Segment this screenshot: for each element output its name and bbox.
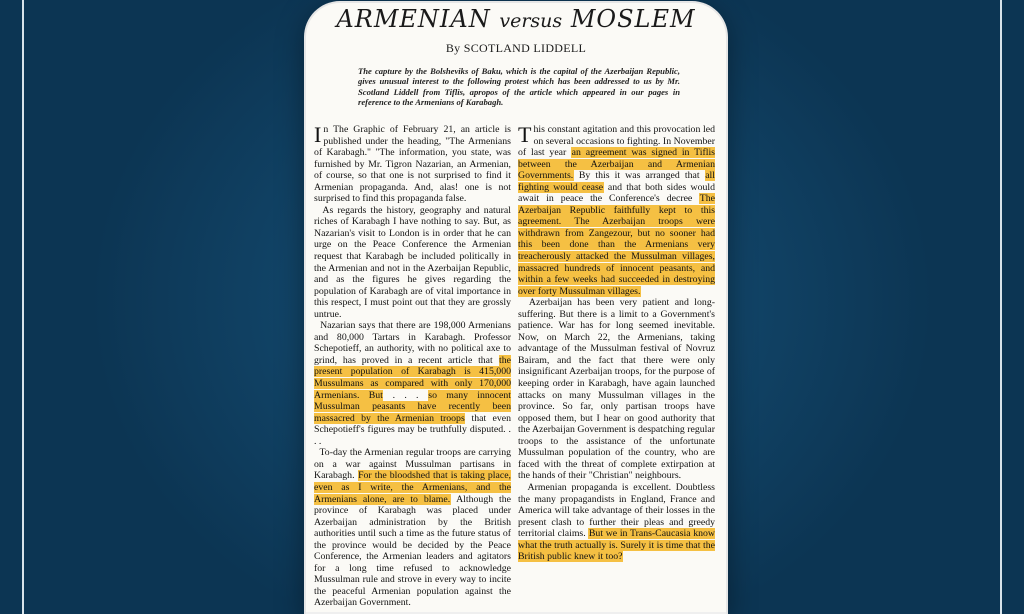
highlight-massacred: so many innocent Mussulman peasants have recently been massacred by the Armenian troops xyxy=(314,389,511,424)
right-column xyxy=(518,124,715,563)
byline: By SCOTLAND LIDDELL xyxy=(445,41,587,55)
left-paragraph-1 xyxy=(314,124,511,205)
title-part-1: ARMENIAN xyxy=(336,5,491,33)
left-p3-text-a: Nazarian says that there are 198,000 Armenians and 80,000 Tartars in Karabagh. Professor Schepotieff, an authority, with no political axe to grind, has proved in a recent article that xyxy=(314,320,511,366)
highlight-population: the present population of Karabagh is 415,000 Mussulmans as compared with only 170,000 Armenians. But xyxy=(314,354,511,401)
right-p2-text: Azerbaijan has been very patient and long-suffering. But there is a limit to a Government's patience. War has for long seemed inevitable. Now, on March 22, the Armenians, taking advantage of the Mussulman festival of Novruz Bairam, and the fact that there were only insignificant Azerbaijan troops, for the purpose of keeping order in Karabagh, have again launched attacks on many Mussulman villages in the province. So far, only partisan troops have opposed them, but I hear on good authority that the Azerbaijan Government is despatching regular troops to the assistance of the unfortunate Mussulman population of the country, who are faced with the threat of complete extirpation at the hands of their "Christian" neighbours. xyxy=(518,297,715,482)
highlight-bloodshed: For the bloodshed that is taking place, even as I write, the Armenians, and the Armenians alone, are to blame. xyxy=(314,470,512,505)
highlight-agreement: an agreement was signed in Tiflis between the Azerbaijan and Armenian Governments. xyxy=(518,147,715,182)
highlight-fighting-cease: all fighting would cease xyxy=(518,170,715,193)
right-p1-text-b: By this it was arranged that xyxy=(578,170,700,182)
frame-line-left xyxy=(22,0,24,614)
title-part-3: MOSLEM xyxy=(570,5,696,33)
left-p3-text-c: that even Schepotieff's figures may be truthfully disputed. . . . xyxy=(314,412,511,447)
article-title xyxy=(306,5,726,33)
right-paragraph-2 xyxy=(518,297,715,482)
title-part-2: versus xyxy=(499,10,563,32)
right-p1-text-a: his constant agitation and this provocation led on several occasions to fighting. In November of last year xyxy=(518,124,715,159)
left-p4-text-a: To-day the Armenian regular troops are carrying on a war against Mussulman partisans in Karabagh. xyxy=(314,447,512,482)
left-column xyxy=(314,124,511,609)
right-paragraph-3 xyxy=(518,482,715,563)
left-p2-text: As regards the history, geography and natural riches of Karabagh I have nothing to say. But, as Nazarian's visit to London is in order that he can urge on the Peace Conference the Armenian request that Karabagh be included politically in the Armenian and not in the Azerbaijan Republic, and as the figures he gives regarding the population of Karabagh are of vital importance in this respect, I must point out that they are grossly untrue. xyxy=(314,204,511,320)
left-paragraph-4 xyxy=(314,447,511,609)
left-p3-text-b: . . . xyxy=(392,389,419,401)
left-paragraph-2 xyxy=(314,205,511,320)
highlight-treachery: The Azerbaijan Republic faithfully kept to this agreement. The Azerbaijan troops were withdrawn from Zangezour, but no sooner had this been done than the Armenians very treacherously attacked the Mussulman villages, massacred hundreds of innocent peasants, and within a few weeks had succeeded in destroying over forty Mussulman villages. xyxy=(518,193,715,297)
left-p1-text: n The Graphic of February 21, an article is published under the heading, "The Armenians of Karabagh." "The information, you state, was furnished by Mr. Tigron Nazarian, an Armenian, of course, so that one is not surprised to find it Armenian propaganda. And, alas! one is not surprised to find this propaganda false. xyxy=(314,124,511,205)
right-paragraph-1 xyxy=(518,124,715,297)
left-paragraph-3 xyxy=(314,320,511,447)
frame-line-right xyxy=(1000,0,1002,614)
left-p4-text-b: Although the province of Karabagh was placed under Azerbaijan administration by the British authorities until such a time as the future status of the province would be decided by the Peace Conference, the Armenian leaders and agitators for a long time refused to acknowledge Mussulman rule and strove in every way to incite the peaceful Armenian population against the Azerbaijan Government. xyxy=(314,493,511,609)
dropcap-t: T xyxy=(518,122,532,147)
intro-paragraph: The capture by the Bolsheviks of Baku, which is the capital of the Azerbaijan Republic, gives unusual interest to the following protest which has been addressed to us by Mr. Scotland Liddell from Tiflis, apropos of the article which appeared in our pages in reference to the Armenians of Karabagh. xyxy=(358,66,680,108)
newspaper-clipping xyxy=(306,3,726,614)
dropcap-i: I xyxy=(314,122,322,147)
right-p1-text-c: and that both sides would await in peace the Conference's decree xyxy=(518,181,716,205)
highlight-truth: But we in Trans-Caucasia know what the truth actually is. Surely it is time that the British public knew it too? xyxy=(518,528,715,563)
right-p3-text-a: Armenian propaganda is excellent. Doubtless the many propagandists in England, France and America will take advantage of their losses in the present clash to further their pleas and greedy territorial claims. xyxy=(518,481,715,540)
